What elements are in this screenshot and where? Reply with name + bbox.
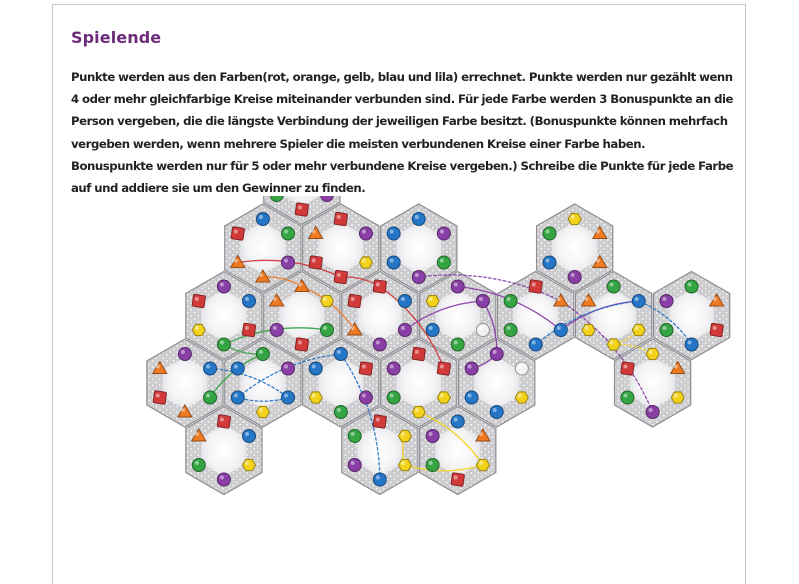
red-token [295, 338, 309, 352]
green-token [660, 324, 673, 337]
blue-token [685, 338, 698, 351]
purple-token [426, 430, 439, 443]
blue-token [543, 256, 556, 269]
blue-token [256, 213, 269, 226]
yellow-token [398, 459, 411, 470]
yellow-token [607, 339, 620, 350]
yellow-token [192, 324, 205, 335]
red-token [231, 227, 245, 241]
red-token [373, 280, 387, 294]
red-token [412, 347, 426, 361]
blue-token [373, 473, 386, 486]
game-board-illustration [60, 196, 740, 572]
red-token [153, 391, 167, 405]
yellow-token [568, 213, 581, 224]
purple-token [568, 271, 581, 284]
green-token [451, 338, 464, 351]
purple-token [359, 391, 372, 404]
blue-token [231, 362, 244, 375]
purple-token [217, 473, 230, 486]
purple-token [437, 227, 450, 240]
green-token [504, 324, 517, 337]
red-token [192, 294, 206, 308]
yellow-token [632, 324, 645, 335]
blue-token [465, 391, 478, 404]
green-token [621, 391, 634, 404]
white-token [515, 362, 528, 375]
red-token [217, 415, 231, 429]
yellow-token [243, 459, 256, 470]
purple-token [270, 324, 283, 337]
green-token [281, 227, 294, 240]
blue-token [243, 430, 256, 443]
blue-token [451, 415, 464, 428]
green-token [387, 391, 400, 404]
purple-token [281, 362, 294, 375]
green-token [334, 406, 347, 419]
green-token [320, 324, 333, 337]
yellow-token [321, 295, 334, 306]
yellow-token [412, 406, 425, 417]
blue-token [204, 362, 217, 375]
green-token [504, 295, 517, 308]
red-token [295, 203, 309, 217]
red-token [334, 270, 348, 284]
red-token [373, 415, 387, 429]
green-token [256, 348, 269, 361]
red-token [348, 294, 362, 308]
blue-token [334, 348, 347, 361]
purple-token [178, 348, 191, 361]
yellow-token [437, 392, 450, 403]
blue-token [398, 295, 411, 308]
yellow-token [398, 430, 411, 441]
green-token [426, 459, 439, 472]
yellow-token [359, 257, 372, 268]
rules-paragraph-2: Bonuspunkte werden nur für 5 oder mehr verbundene Kreise vergeben.) Schreibe die Punkte für jede Farbe auf und addiere sie um den Gewinner zu finden. [71, 158, 734, 196]
rules-paragraph-1: Punkte werden aus den Farben(rot, orange, gelb, blau und lila) errechnet. Punkte werden nur gezählt wenn 4 oder mehr gleichfarbige Kreise miteinander verbunden sind. Für jede Farbe werden 3 Bonuspunkte an die Person vergeben, die die längste Verbindung der jeweiligen Farbe besitzt. (Bonuspunkte können mehrfach vergeben werden, wenn mehrere Spieler die meisten verbundenen Kreise einer Farbe haben. [71, 70, 734, 151]
green-token [685, 280, 698, 293]
section-title: Spielende [71, 28, 162, 47]
green-token [217, 338, 230, 351]
blue-token [426, 324, 439, 337]
purple-token [281, 256, 294, 269]
yellow-token [309, 392, 322, 403]
blue-token [309, 362, 322, 375]
red-token [334, 212, 348, 226]
green-token [607, 280, 620, 293]
yellow-token [426, 295, 439, 306]
green-token [437, 256, 450, 269]
red-token [359, 362, 373, 376]
blue-token [281, 391, 294, 404]
yellow-token [515, 392, 528, 403]
blue-token [243, 295, 256, 308]
purple-token [359, 227, 372, 240]
yellow-token [646, 348, 659, 359]
blue-token [632, 295, 645, 308]
blue-token [554, 324, 567, 337]
purple-token [646, 406, 659, 419]
red-token [242, 323, 256, 337]
blue-token [387, 256, 400, 269]
red-token [437, 362, 451, 376]
purple-token [660, 295, 673, 308]
rules-text [71, 66, 743, 199]
tiles-layer [147, 196, 730, 495]
green-token [204, 391, 217, 404]
red-token [710, 323, 724, 337]
purple-token [348, 459, 361, 472]
purple-token [451, 280, 464, 293]
purple-token [476, 295, 489, 308]
purple-token [490, 348, 503, 361]
yellow-token [671, 392, 684, 403]
blue-token [529, 338, 542, 351]
green-token [348, 430, 361, 443]
blue-token [412, 213, 425, 226]
purple-token [398, 324, 411, 337]
red-token [309, 256, 323, 270]
blue-token [490, 406, 503, 419]
red-token [451, 473, 465, 487]
green-token [543, 227, 556, 240]
green-token [192, 459, 205, 472]
purple-token [465, 362, 478, 375]
blue-token [387, 227, 400, 240]
white-token [476, 324, 489, 337]
red-token [529, 280, 543, 294]
yellow-token [476, 459, 489, 470]
purple-token [217, 280, 230, 293]
purple-token [387, 362, 400, 375]
purple-token [373, 338, 386, 351]
red-token [621, 362, 635, 376]
purple-token [412, 271, 425, 284]
blue-token [231, 391, 244, 404]
yellow-token [582, 324, 595, 335]
yellow-token [256, 406, 269, 417]
